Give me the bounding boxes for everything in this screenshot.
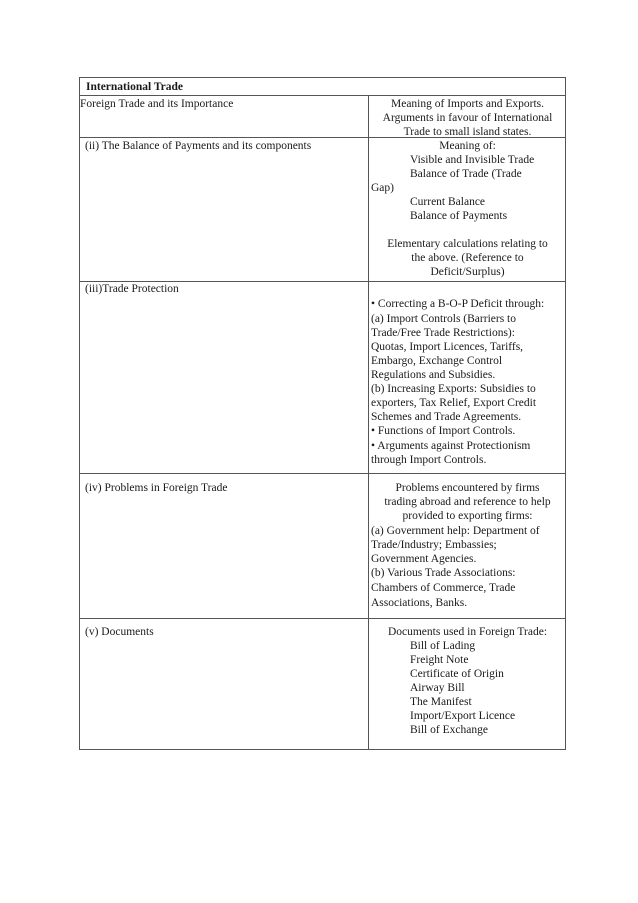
row-content-line: exporters, Tax Relief, Export Credit bbox=[371, 397, 537, 409]
row-content-line: Quotas, Import Licences, Tariffs, bbox=[371, 341, 524, 353]
row-content-line: Elementary calculations relating to bbox=[387, 238, 548, 250]
row-content-line: Meaning of: bbox=[439, 140, 496, 152]
row-content-line: Embargo, Exchange Control bbox=[371, 355, 503, 367]
row-content-line: Bill of Lading bbox=[410, 640, 476, 652]
row-content-line: Import/Export Licence bbox=[410, 710, 516, 722]
row-content-line: Gap) bbox=[371, 182, 394, 194]
row-content-line: Trade/Free Trade Restrictions): bbox=[371, 327, 515, 339]
row-content-line: provided to exporting firms: bbox=[402, 510, 533, 522]
row-content-line: Arguments in favour of International bbox=[382, 112, 553, 124]
row-content-line: Deficit/Surplus) bbox=[430, 266, 505, 278]
row-content-line: Visible and Invisible Trade bbox=[410, 154, 535, 166]
row-content-line: (a) Government help: Department of bbox=[371, 525, 540, 537]
row-content-line: Schemes and Trade Agreements. bbox=[371, 411, 522, 423]
row-content-line: Problems encountered by firms bbox=[395, 482, 540, 494]
row-content-line: the above. (Reference to bbox=[411, 252, 524, 264]
row-content-line: • Arguments against Protectionism bbox=[371, 440, 531, 452]
row-content-line: Trade/Industry; Embassies; bbox=[371, 539, 497, 551]
row-content-line: trading abroad and reference to help bbox=[384, 496, 551, 508]
row-content-line: Balance of Payments bbox=[410, 210, 508, 222]
row-content-line: Regulations and Subsidies. bbox=[371, 369, 496, 381]
row-content-line: Freight Note bbox=[410, 654, 469, 666]
row-content-line: (b) Increasing Exports: Subsidies to bbox=[371, 383, 536, 395]
row-content-line: Airway Bill bbox=[410, 682, 465, 694]
row-content-line: The Manifest bbox=[410, 696, 472, 708]
row-content-line: Certificate of Origin bbox=[410, 668, 504, 680]
row-topic: (v) Documents bbox=[85, 626, 154, 638]
row-divider bbox=[80, 473, 565, 474]
row-topic: (iv) Problems in Foreign Trade bbox=[85, 482, 228, 494]
row-content-line: Balance of Trade (Trade bbox=[410, 168, 522, 180]
row-content-line: Documents used in Foreign Trade: bbox=[387, 626, 548, 638]
row-divider bbox=[80, 95, 565, 96]
row-divider bbox=[80, 618, 565, 619]
row-content-line: (a) Import Controls (Barriers to bbox=[371, 313, 516, 325]
row-content-line: Government Agencies. bbox=[371, 553, 477, 565]
row-content-line: through Import Controls. bbox=[371, 454, 487, 466]
row-content-line: Meaning of Imports and Exports. bbox=[391, 98, 544, 110]
row-content-line: Trade to small island states. bbox=[403, 126, 532, 138]
row-topic: (ii) The Balance of Payments and its components bbox=[85, 140, 312, 152]
row-content-line: Associations, Banks. bbox=[371, 597, 468, 609]
row-content-line: (b) Various Trade Associations: bbox=[371, 567, 516, 579]
row-content-line: Current Balance bbox=[410, 196, 486, 208]
table-heading: International Trade bbox=[86, 81, 184, 93]
row-content-line: • Correcting a B-O-P Deficit through: bbox=[371, 298, 545, 310]
row-content-line: Chambers of Commerce, Trade bbox=[371, 582, 516, 594]
row-content-line: • Functions of Import Controls. bbox=[371, 425, 516, 437]
syllabus-table bbox=[79, 77, 566, 750]
row-topic: Foreign Trade and its Importance bbox=[80, 98, 234, 110]
row-topic: (iii)Trade Protection bbox=[85, 283, 179, 295]
column-divider bbox=[368, 96, 369, 749]
row-content-line: Bill of Exchange bbox=[410, 724, 488, 736]
